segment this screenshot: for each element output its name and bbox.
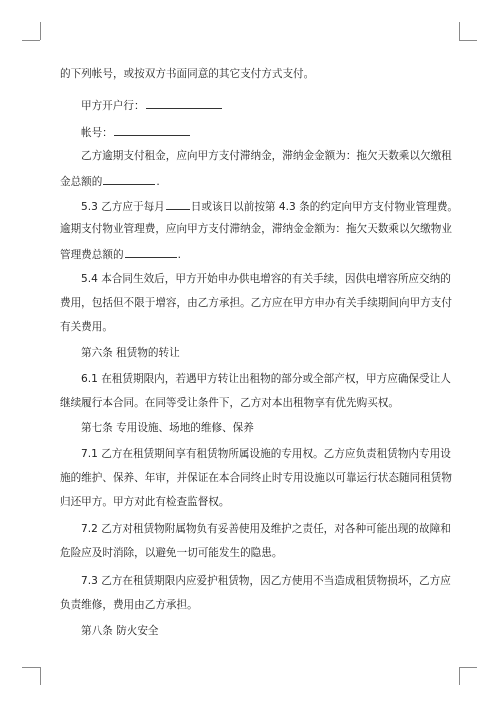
text-line: 施的维护、保养、年审，并保证在本合同终止时专用设施以可靠运行状态随同租赁物 <box>60 472 452 484</box>
text-line: 7.2 乙方对租赁物附属物负有妥善使用及维护之责任，对各种可能出现的故障和 <box>81 523 451 535</box>
text-line: 6.1 在租赁期限内，若遇甲方转让出租物的部分或全部产权，甲方应确保受让人 <box>81 373 451 385</box>
section-heading: 第八条 防火安全 <box>81 625 159 637</box>
corner-mark-top-right-v <box>459 22 460 40</box>
text-line: 7.1 乙方在租赁期间享有租赁物所属设施的专用权。乙方应负责租赁物内专用设 <box>81 448 451 460</box>
text-line: 乙方逾期支付租金，应向甲方支付滞纳金，滞纳金金额为：拖欠天数乘以欠缴租 <box>81 150 452 162</box>
corner-mark-bottom-left-v <box>40 667 41 685</box>
text-line: 逾期支付物业管理费，应向甲方支付滞纳金，滞纳金金额为：拖欠天数乘以欠缴物业 <box>60 223 452 235</box>
text-line: 负责维修，费用由乙方承担。 <box>60 599 198 611</box>
text-line: 甲方开户行： <box>81 97 223 113</box>
text-line: 的下列帐号，或按双方书面同意的其它支付方式支付。 <box>60 68 315 80</box>
blank-field <box>146 97 222 109</box>
corner-mark-top-left-v <box>40 22 41 40</box>
corner-mark-bottom-right-v <box>459 667 460 685</box>
text-line: 7.3 乙方在租赁期限内应爱护租赁物，因乙方使用不当造成租赁物损坏，乙方应 <box>81 575 451 587</box>
corner-mark-top-right-h <box>459 40 477 41</box>
section-heading: 第七条 专用设施、场地的维修、保养 <box>81 422 254 434</box>
corner-mark-bottom-right-h <box>459 667 477 668</box>
section-heading: 第六条 租赁物的转让 <box>81 347 180 359</box>
text-line: 有关费用。 <box>60 321 113 333</box>
blank-field <box>166 198 190 210</box>
text-line: 5.3 乙方应于每月 日或该日以前按第 4.3 条的约定向甲方支付物业管理费。 <box>81 198 458 214</box>
blank-field <box>125 246 177 258</box>
text-line: 费用，包括但不限于增容，由乙方承担。乙方应在甲方申办有关手续期间向甲方支付 <box>60 297 452 309</box>
text-line: 危险应及时消除，以避免一切可能发生的隐患。 <box>60 547 283 559</box>
blank-field <box>103 173 155 185</box>
blank-field <box>114 124 190 136</box>
corner-mark-bottom-left-h <box>22 667 40 668</box>
text-line: 继续履行本合同。在同等受让条件下，乙方对本出租物享有优先购买权。 <box>60 397 399 409</box>
corner-mark-top-left-h <box>22 40 40 41</box>
text-line: 归还甲方。甲方对此有检查监督权。 <box>60 496 230 508</box>
text-line: 5.4 本合同生效后，甲方开始申办供电增容的有关手续，因供电增容所应交纳的 <box>81 273 451 285</box>
text-line: 帐号： <box>81 124 191 140</box>
text-line: 金总额的 . <box>60 173 160 189</box>
text-line: 管理费总额的 . <box>60 246 181 262</box>
